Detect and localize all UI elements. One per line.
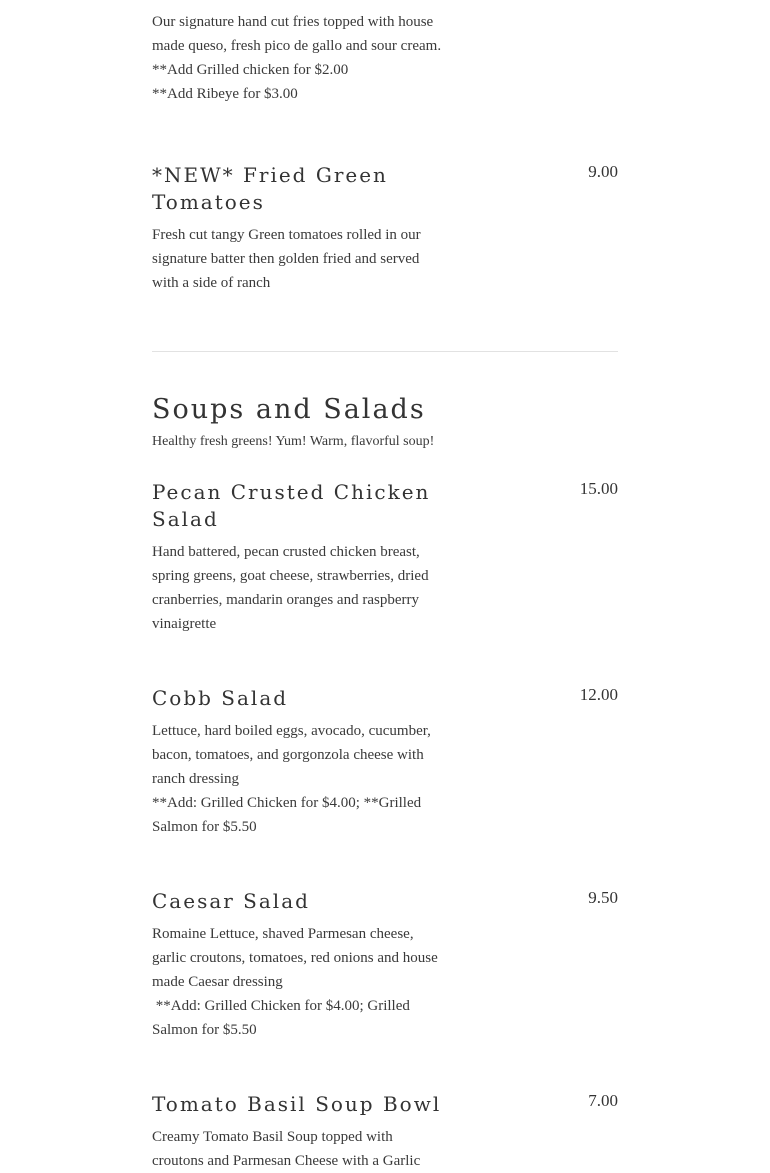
description-line: Creamy Tomato Basil Soup topped with xyxy=(152,1129,393,1145)
description-line: croutons and Parmesan Cheese with a Garlic xyxy=(152,1153,421,1169)
description-line: cranberries, mandarin oranges and raspberry xyxy=(152,592,419,608)
description-line: **Add Ribeye for $3.00 xyxy=(152,86,298,102)
menu-item-name: Pecan Crusted Chicken Salad xyxy=(152,480,431,531)
description-line: Fresh cut tangy Green tomatoes rolled in our xyxy=(152,227,421,243)
description-line: garlic croutons, tomatoes, red onions and house xyxy=(152,950,438,966)
menu-item-name: Tomato Basil Soup Bowl xyxy=(152,1092,442,1116)
description-line: Romaine Lettuce, shaved Parmesan cheese, xyxy=(152,926,414,942)
description-line: made queso, fresh pico de gallo and sour cream. xyxy=(152,38,442,54)
description-line: **Add: Grilled Chicken for $4.00; Grilled xyxy=(152,998,410,1014)
section-title: Soups and Salads xyxy=(152,394,426,425)
section-divider xyxy=(152,351,618,352)
description-line: Our signature hand cut fries topped with house xyxy=(152,14,434,30)
menu-item-name: *NEW* Fried Green Tomatoes xyxy=(152,163,388,214)
menu-item-price: 15.00 xyxy=(579,479,618,498)
description-line: bacon, tomatoes, and gorgonzola cheese with xyxy=(152,747,424,763)
description-line: vinaigrette xyxy=(152,616,217,632)
menu-item-price: 9.50 xyxy=(588,888,618,907)
menu-item-name: Cobb Salad xyxy=(152,686,289,710)
description-line: Lettuce, hard boiled eggs, avocado, cucumber, xyxy=(152,723,431,739)
menu-item-name: Caesar Salad xyxy=(152,889,310,913)
menu-item-description xyxy=(152,922,482,1042)
section-description: Healthy fresh greens! Yum! Warm, flavorful soup! xyxy=(152,434,435,449)
description-line: ranch dressing xyxy=(152,771,240,787)
menu-item-description xyxy=(152,719,482,839)
description-line: with a side of ranch xyxy=(152,275,271,291)
menu-item-description xyxy=(152,1125,482,1173)
description-line: Salmon for $5.50 xyxy=(152,819,257,835)
menu-item-description xyxy=(152,10,482,106)
description-line: spring greens, goat cheese, strawberries, dried xyxy=(152,568,429,584)
description-line: **Add Grilled chicken for $2.00 xyxy=(152,62,349,78)
description-line: **Add: Grilled Chicken for $4.00; **Grilled xyxy=(152,795,422,811)
description-line: made Caesar dressing xyxy=(152,974,283,990)
menu-item-price: 12.00 xyxy=(579,685,618,704)
description-line: Salmon for $5.50 xyxy=(152,1022,257,1038)
description-line: signature batter then golden fried and served xyxy=(152,251,420,267)
menu-item-description xyxy=(152,540,482,636)
menu-item-price: 9.00 xyxy=(588,162,618,181)
menu-item-price: 7.00 xyxy=(588,1091,618,1110)
menu-item-description xyxy=(152,223,482,295)
description-line: Hand battered, pecan crusted chicken breast, xyxy=(152,544,420,560)
